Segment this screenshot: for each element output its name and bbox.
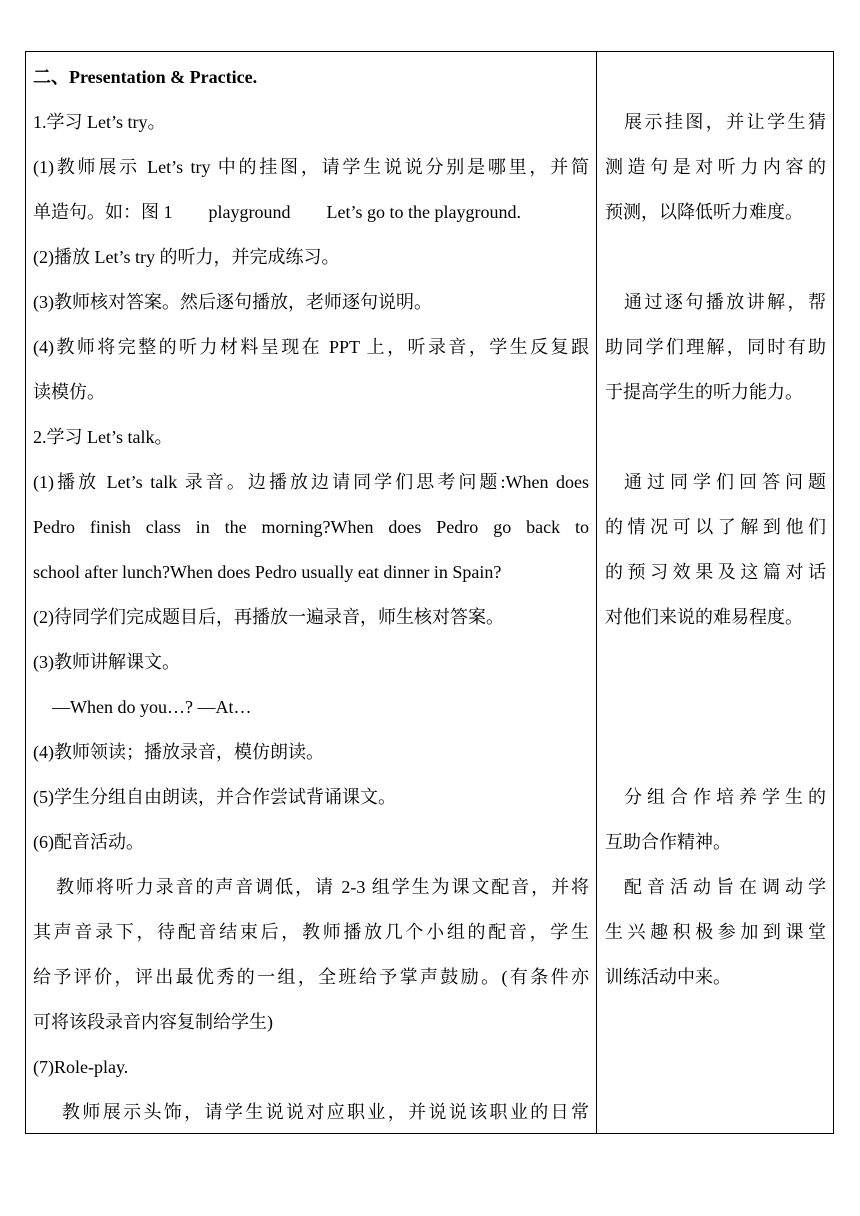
note-line: 测造句是对听力内容的 — [605, 157, 826, 177]
note-line: 的情况可以了解到他们 — [605, 517, 826, 537]
note-line: 分组合作培养学生的 — [624, 787, 826, 807]
text-line: 其声音录下，待配音结束后，教师播放几个小组的配音，学生 — [33, 922, 589, 942]
note-line: 助同学们理解，同时有助 — [605, 337, 826, 357]
text-line: (5)学生分组自由朗读，并合作尝试背诵课文。 — [33, 787, 396, 807]
note-line: 通过逐句播放讲解，帮 — [624, 292, 826, 312]
note-line: 训练活动中来。 — [605, 967, 731, 987]
text-line: (3)教师讲解课文。 — [33, 652, 180, 672]
note-line: 生兴趣积极参加到课堂 — [605, 922, 826, 942]
note-line: 预测，以降低听力难度。 — [605, 202, 803, 222]
text-line: 教师展示头饰，请学生说说对应职业，并说说该职业的日常 — [62, 1102, 589, 1122]
text-line: —When do you…? —At… — [52, 697, 252, 717]
note-line: 于提高学生的听力能力。 — [605, 382, 803, 402]
step-heading: 2.学习 Let’s talk。 — [33, 427, 173, 447]
note-line: 展示挂图，并让学生猜 — [624, 112, 826, 132]
note-line: 的预习效果及这篇对话 — [605, 562, 826, 582]
text-line: 可将该段录音内容复制给学生) — [33, 1012, 273, 1032]
text-line: (6)配音活动。 — [33, 832, 144, 852]
text-line: (2)待同学们完成题目后，再播放一遍录音，师生核对答案。 — [33, 607, 504, 627]
text-line: (2)播放 Let’s try 的听力，并完成练习。 — [33, 247, 340, 267]
text-line: (3)教师核对答案。然后逐句播放，老师逐句说明。 — [33, 292, 432, 312]
text-line: (4)教师将完整的听力材料呈现在 PPT 上，听录音，学生反复跟 — [33, 337, 589, 357]
text-line: Pedro finish class in the morning?When does Pedro go back to — [33, 517, 589, 537]
step-heading: 1.学习 Let’s try。 — [33, 112, 166, 132]
text-line: 读模仿。 — [33, 382, 105, 402]
text-line: 给予评价，评出最优秀的一组，全班给予掌声鼓励。(有条件亦 — [33, 967, 589, 987]
note-line: 互助合作精神。 — [605, 832, 731, 852]
text-line: (1)教师展示 Let’s try 中的挂图，请学生说说分别是哪里，并简 — [33, 157, 589, 177]
text-line: 单造句。如：图 1 playground Let’s go to the playground. — [33, 202, 521, 222]
text-line: 教师将听力录音的声音调低，请 2-3 组学生为课文配音，并将 — [56, 877, 589, 897]
column-divider — [596, 52, 597, 1133]
text-line: school after lunch?When does Pedro usually eat dinner in Spain? — [33, 562, 502, 582]
note-line: 对他们来说的难易程度。 — [605, 607, 803, 627]
note-line: 配音活动旨在调动学 — [624, 877, 826, 897]
text-line: (1)播放 Let’s talk 录音。边播放边请同学们思考问题:When does — [33, 472, 589, 492]
text-line: (4)教师领读；播放录音，模仿朗读。 — [33, 742, 324, 762]
text-line: (7)Role-play. — [33, 1057, 129, 1077]
section-heading: 二、Presentation & Practice. — [33, 67, 258, 87]
note-line: 通过同学们回答问题 — [624, 472, 826, 492]
